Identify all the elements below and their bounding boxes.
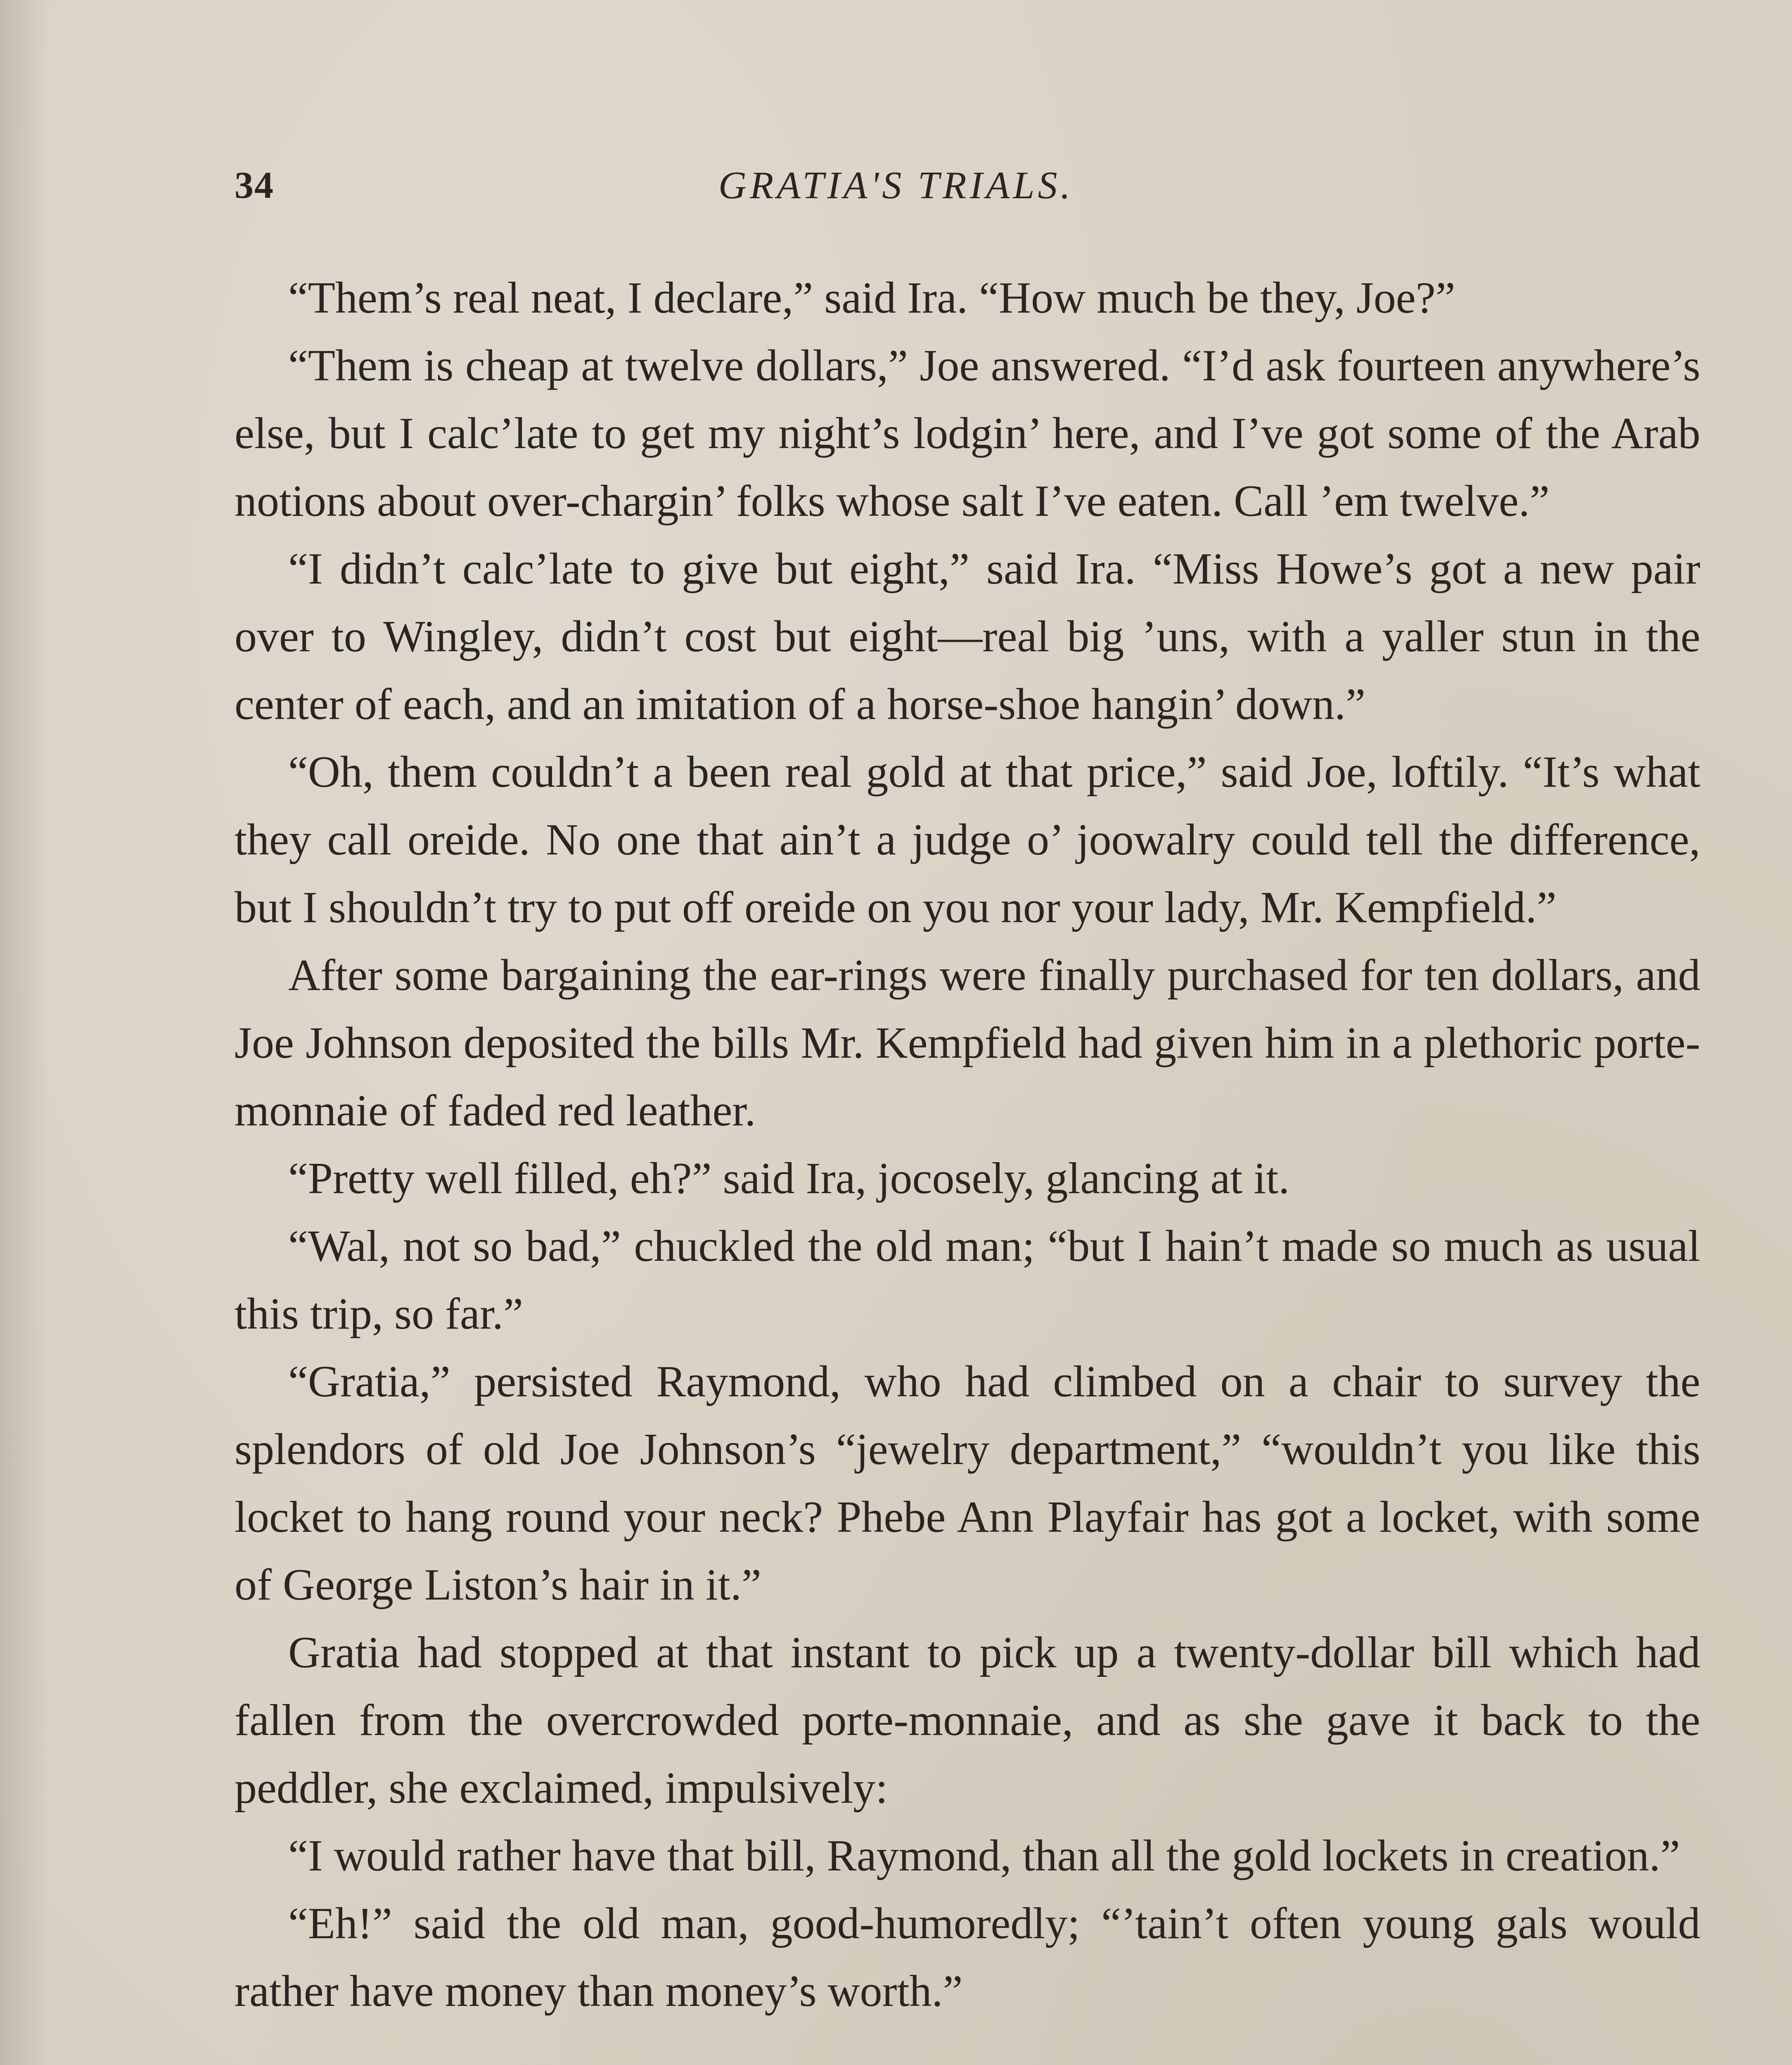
paragraph: “Pretty well filled, eh?” said Ira, jocosely, glancing at it.: [288, 1154, 1290, 1203]
paragraph: “Oh, them couldn’t a been real gold at that price,” said Joe, loftily. “It’s what they call oreide. No one that ain’t a judge o’ joowalry could tell the difference, but I shouldn’t try to put off oreide on you nor your lady, Mr. Kempfield.”: [235, 748, 1700, 932]
page-number: 34: [235, 164, 274, 206]
body-text: [235, 264, 1700, 2025]
running-head: [0, 163, 1792, 217]
binding-shadow: [0, 0, 50, 2065]
running-title: GRATIA'S TRIALS.: [718, 164, 1074, 207]
paragraph: Gratia had stopped at that instant to pick up a twenty-dollar bill which had fallen from the overcrowded porte-monnaie, and as she gave it back to the peddler, she exclaimed, impulsively:: [235, 1628, 1700, 1813]
paragraph: “Gratia,” persisted Raymond, who had climbed on a chair to survey the splendors of old Joe Johnson’s “jewelry department,” “wouldn’t you like this locket to hang round your neck? Phebe Ann Playfair has got a locket, with some of George Liston’s hair in it.”: [235, 1357, 1700, 1609]
paragraph: “Them is cheap at twelve dollars,” Joe answered. “I’d ask fourteen anywhere’s else, but I calc’late to get my night’s lodgin’ here, and I’ve got some of the Arab notions about over-chargin’ folks whose salt I’ve eaten. Call ’em twelve.”: [235, 341, 1700, 526]
paragraph: “I didn’t calc’late to give but eight,” said Ira. “Miss Howe’s got a new pair over to Wingley, didn’t cost but eight—real big ’uns, with a yaller stun in the center of each, and an imitation of a horse-shoe hangin’ down.”: [235, 544, 1700, 729]
paragraph: “Them’s real neat, I declare,” said Ira. “How much be they, Joe?”: [288, 273, 1455, 323]
paragraph: “Wal, not so bad,” chuckled the old man; “but I hain’t made so much as usual this trip, so far.”: [235, 1222, 1700, 1339]
paragraph: “Eh!” said the old man, good-humoredly; “’tain’t often young gals would rather have money than money’s worth.”: [235, 1899, 1700, 2016]
paragraph: “I would rather have that bill, Raymond, than all the gold lockets in creation.”: [288, 1831, 1680, 1880]
paragraph: After some bargaining the ear-rings were finally purchased for ten dollars, and Joe Johnson deposited the bills Mr. Kempfield had given him in a plethoric porte-monnaie of faded red leather.: [235, 951, 1700, 1135]
